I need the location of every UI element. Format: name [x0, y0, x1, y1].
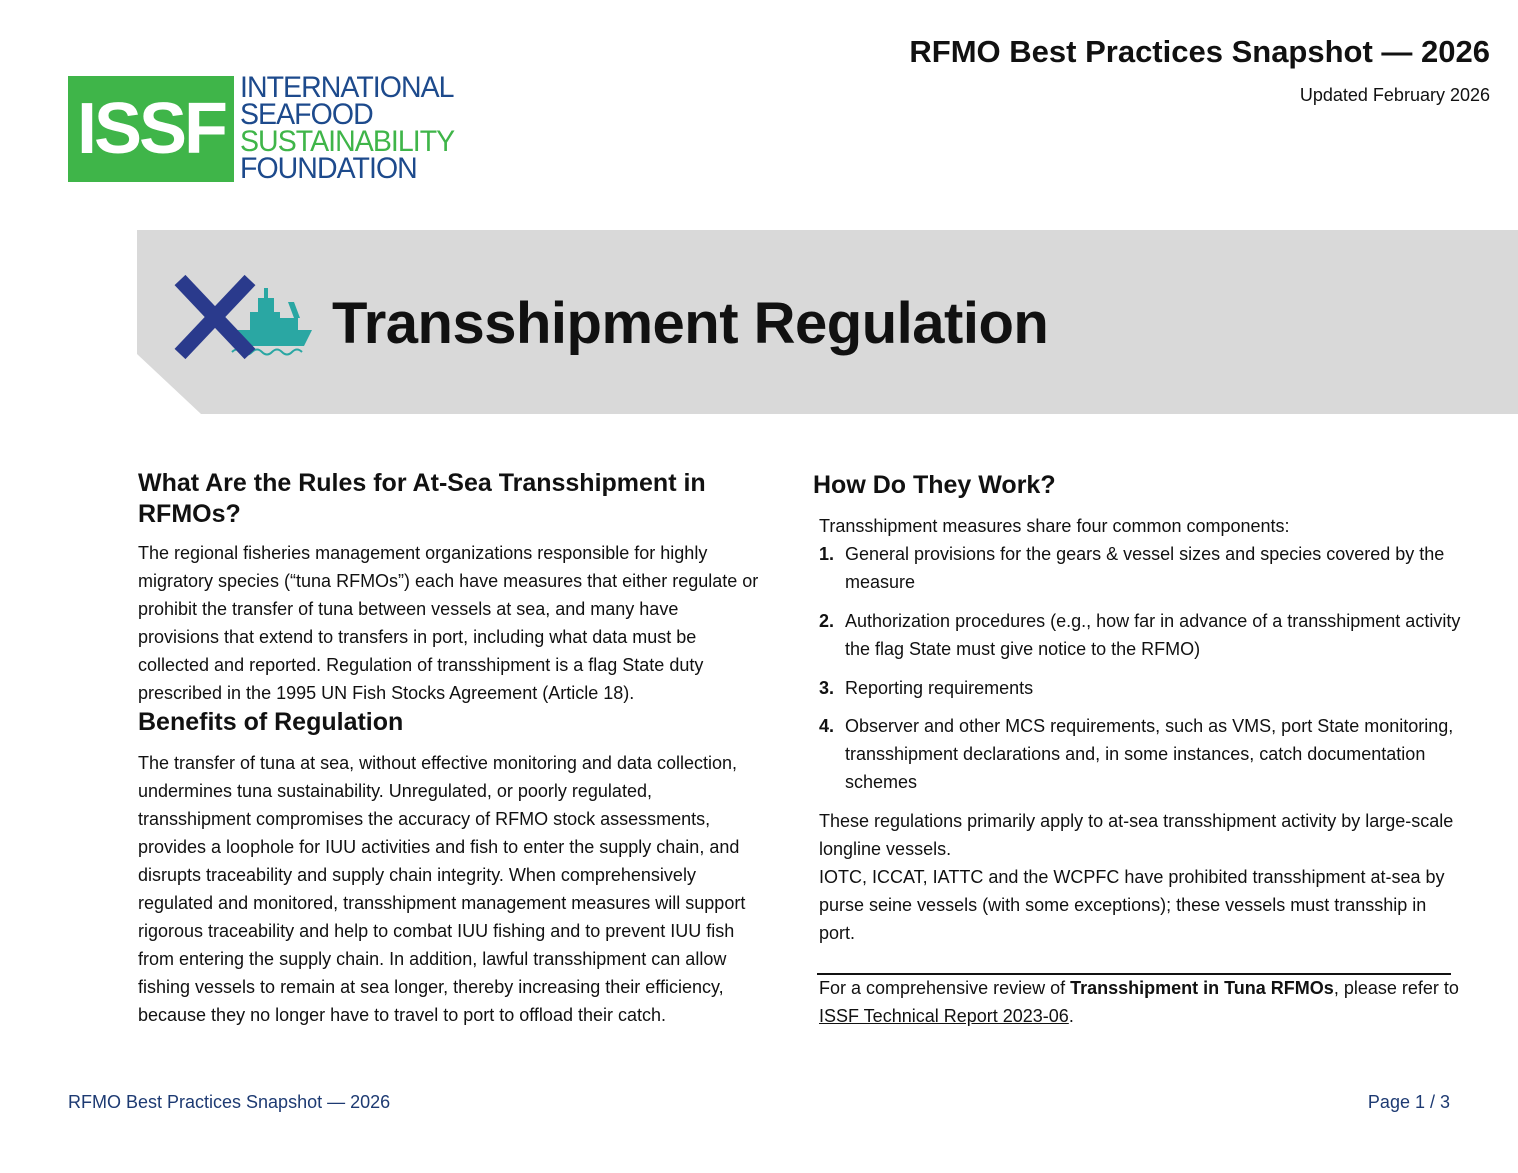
technical-report-link[interactable]: ISSF Technical Report 2023-06	[819, 1005, 1069, 1026]
page-title: Transshipment Regulation	[332, 291, 1049, 356]
prohibition-paragraph: IOTC, ICCAT, IATTC and the WCPFC have prohibited transshipment at-sea by purse seine vessels (with some exceptions); these vessels must transship in port.	[819, 866, 1445, 943]
list-item-text: Authorization procedures (e.g., how far in advance of a transshipment activity the flag State must give notice to the RFMO)	[845, 610, 1461, 659]
document-title: RFMO Best Practices Snapshot — 2026	[909, 34, 1490, 69]
prohibition-x-icon	[180, 280, 250, 354]
logo-wordmark	[240, 71, 466, 185]
logo-line-1: INTERNATIONAL	[240, 71, 454, 104]
logo-line-2: SEAFOOD	[240, 98, 373, 131]
benefits-paragraph: The transfer of tuna at sea, without effective monitoring and data collection, undermines tuna sustainability. Unregulated, or poorly regulated, transshipment compromises the accuracy of RFMO stock assessments, provides a loophole for IUU activities and fish to enter the supply chain, and disrupts traceability and supply chain integrity. When comprehensively regulated and monitored, transshipment management measures will support rigorous traceability and help to combat IUU fishing and to prevent IUU fish from entering the supply chain. In addition, lawful transshipment can allow fishing vessels to remain at sea longer, thereby increasing their efficiency, because they no longer have to travel to port to offload their catch.	[138, 753, 746, 1025]
reference-middle: , please refer to	[1333, 977, 1459, 998]
logo-line-3: SUSTAINABILITY	[240, 125, 455, 158]
logo-line-4: FOUNDATION	[240, 152, 417, 185]
list-item-number: 2.	[819, 610, 835, 631]
list-item	[819, 608, 1463, 664]
updated-date: Updated February 2026	[1299, 85, 1490, 105]
reference-note	[813, 975, 1463, 1031]
components-list	[813, 541, 1463, 797]
list-item-number: 1.	[819, 543, 835, 564]
list-item	[819, 541, 1463, 597]
list-item-number: 3.	[819, 677, 835, 698]
list-item	[819, 675, 1463, 703]
left-column	[138, 468, 760, 1030]
reference-prefix: For a comprehensive review of	[819, 977, 1071, 998]
how-heading: How Do They Work?	[813, 471, 1056, 499]
list-item-text: Observer and other MCS requirements, such as VMS, port State monitoring, transshipment declarations and, in some instances, catch documentation schemes	[845, 716, 1454, 793]
prohibited-vessel-icon	[172, 272, 322, 362]
logo-acronym: ISSF	[68, 76, 234, 182]
page-number: Page 1 / 3	[1367, 1092, 1450, 1112]
rules-paragraph: The regional fisheries management organizations responsible for highly migratory species (“tuna RFMOs”) each have measures that either regulate or prohibit the transfer of tuna between vessels at sea, and many have provisions that extend to transfers in port, including what data must be collected and reported. Regulation of transshipment is a flag State duty prescribed in the 1995 UN Fish Stocks Agreement (Article 18).	[138, 543, 759, 703]
components-intro: Transshipment measures share four common components:	[819, 516, 1290, 536]
reference-topic: Transshipment in Tuna RFMOs	[1070, 977, 1334, 998]
scope-paragraph: These regulations primarily apply to at-sea transshipment activity by large-scale longline vessels.	[819, 811, 1454, 860]
benefits-heading: Benefits of Regulation	[138, 708, 404, 737]
right-column	[813, 470, 1463, 1031]
list-item	[819, 713, 1463, 797]
list-item-text: General provisions for the gears & vessel sizes and species covered by the measure	[845, 543, 1445, 592]
list-item-text: Reporting requirements	[845, 677, 1034, 698]
footer-title: RFMO Best Practices Snapshot — 2026	[68, 1092, 391, 1112]
rules-heading: What Are the Rules for At-Sea Transshipment in RFMOs?	[138, 469, 706, 528]
vessel-icon	[234, 288, 312, 346]
reference-suffix: .	[1068, 1005, 1074, 1026]
list-item-number: 4.	[819, 716, 835, 737]
issf-logo	[68, 71, 488, 185]
